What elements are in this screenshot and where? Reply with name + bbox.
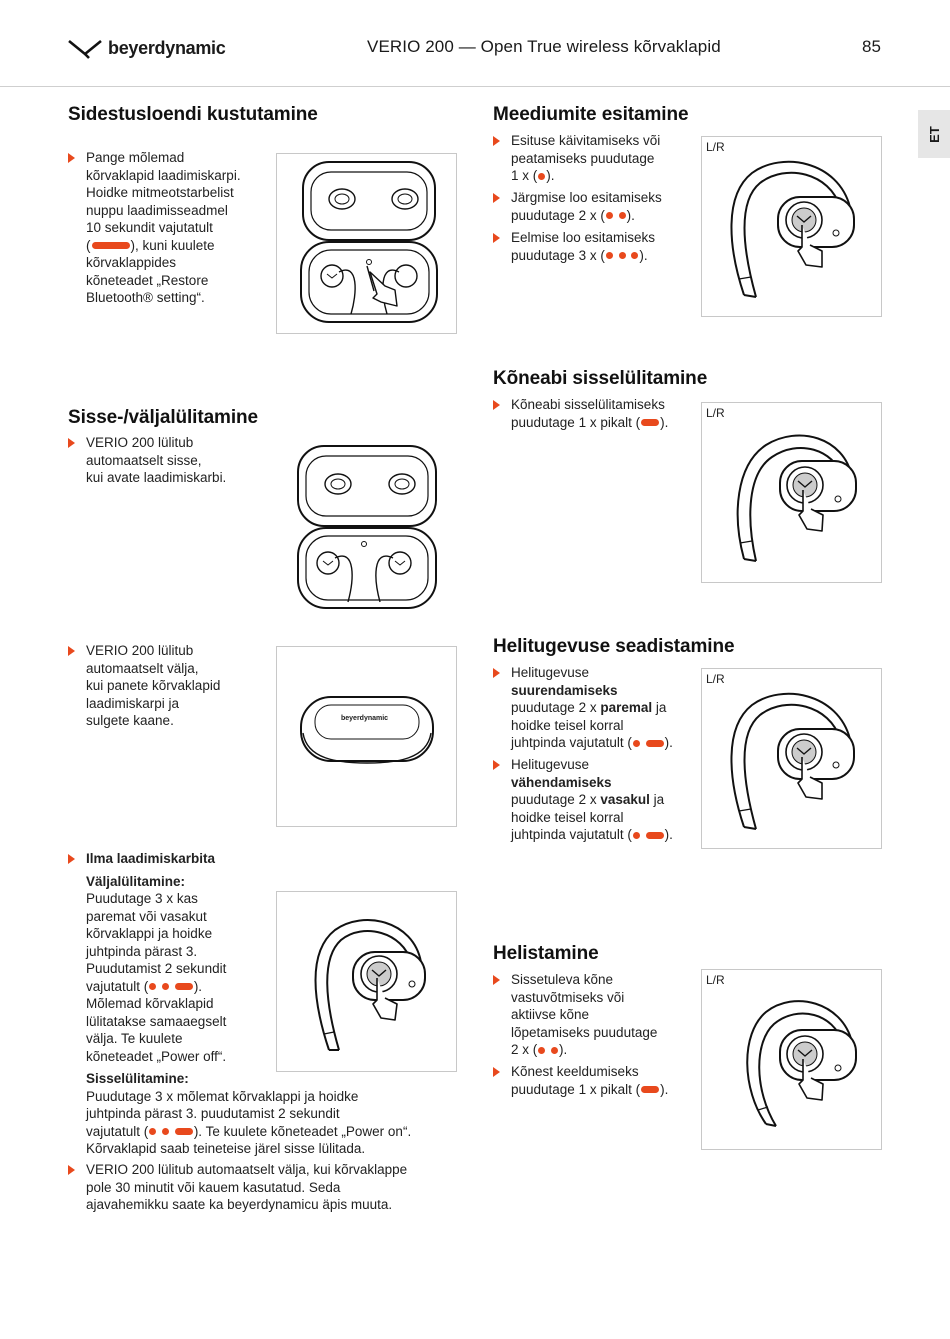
brand-logo [68,38,225,59]
closed-case-illustration-icon [277,647,458,828]
voice-assistant-instruction: Kõneabi sisselülitamiseks puudutage 1 x pikalt ( ). [493,396,698,431]
bullet-arrow-icon [493,400,500,410]
figure-earbud-touch-calls [701,969,882,1150]
header-divider [0,86,950,87]
section-title-voice-assistant: Kõneabi sisselülitamine [493,368,708,389]
bullet-arrow-icon [493,1067,500,1077]
call-reject-instruction: Kõnest keeldumiseks puudutage 1 x pikalt ( ). [493,1063,698,1098]
earbud-touch-illustration-icon [702,403,883,584]
bullet-arrow-icon [68,646,75,656]
section-title-volume: Helitugevuse seadistamine [493,636,735,657]
bullet-arrow-icon [493,233,500,243]
figure-earbud-touch-volume [701,668,882,849]
figure-open-case [290,440,450,615]
media-play-pause-instruction: Esituse käivitamiseks või peatamiseks puudutage 1 x ( ). [493,132,698,185]
beyerdynamic-logo-icon [68,39,102,59]
bullet-arrow-icon [493,975,500,985]
bullet-arrow-icon [68,153,75,163]
page-number: 85 [862,37,881,56]
call-answer-end-instruction: Sissetuleva kõne vastuvõtmiseks või aktiivse kõne lõpetamiseks puudutage 2 x ( ). [493,971,698,1059]
earbud-touch-illustration-icon [702,137,883,318]
figure-side-label: L/R [706,406,725,420]
bullet-arrow-icon [68,438,75,448]
volume-down-instruction: Helitugevuse vähendamiseks puudutage 2 x vasakul ja hoidke teisel korral juhtpinda vajutatult ( ). [493,756,698,844]
media-next-track-instruction: Järgmise loo esitamiseks puudutage 2 x ( ). [493,189,698,224]
figure-earbud-touch-voice [701,402,882,583]
bullet-arrow-icon [493,193,500,203]
power-auto-off-instruction: VERIO 200 lülitub automaatselt välja, kui panete kõrvaklapid laadimiskarpi ja sulgete kaane. [68,642,268,730]
no-case-power-instruction: Ilma laadimiskarbita Väljalülitamine: Puudutage 3 x kas paremat või vasakut kõrvaklappi ja hoidke juhtpinda pärast 3. Puudutamist 2 sekundit vajutatult ( ). Mõlemad kõrvaklapid lülitatakse samaaegselt välja. Te kuulete kõneteadet „Power off“. Sisselülitamine: Puudutage 3 x mõlemat kõrvaklappi ja hoidke juhtpinda pärast 3. puudutamist 2 sekundit vajutatult ( ). Te kuulete kõneteadet „Power on“. Kõrvaklapid saab teineteise järel sisse lülitada. [68,850,448,1158]
document-title: VERIO 200 — Open True wireless kõrvaklapid [367,37,721,56]
bullet-arrow-icon [493,760,500,770]
figure-side-label: L/R [706,140,725,154]
brand-name: beyerdynamic [108,38,226,58]
bullet-arrow-icon [493,136,500,146]
power-auto-on-instruction: VERIO 200 lülitub automaatselt sisse, kui avate laadimiskarbi. [68,434,268,487]
auto-off-timer-instruction: VERIO 200 lülitub automaatselt välja, kui kõrvaklappe pole 30 minutit või kauem kasutatud. Seda ajavahemikku saate ka beyerdynamicu äpis muuta. [68,1161,458,1214]
bullet-arrow-icon [68,1165,75,1175]
section-title-media: Meediumite esitamine [493,104,689,125]
open-case-illustration-icon [277,154,458,335]
figure-closed-case [276,646,457,827]
case-brand-label: beyerdynamic [341,715,389,722]
figure-side-label: L/R [706,973,725,987]
open-case-illustration-icon [290,440,450,615]
language-tab: ET [918,110,950,158]
earbud-touch-illustration-icon [702,669,883,850]
section-title-pairing-reset: Sidestusloendi kustutamine [68,104,318,125]
volume-up-instruction: Helitugevuse suurendamiseks puudutage 2 x paremal ja hoidke teisel korral juhtpinda vajutatult ( ). [493,664,698,752]
earbud-touch-illustration-icon [277,892,458,1073]
media-previous-track-instruction: Eelmise loo esitamiseks puudutage 3 x ( ). [493,229,698,264]
figure-open-case-press-button [276,153,457,334]
section-title-power: Sisse-/väljalülitamine [68,407,258,428]
earbud-touch-illustration-icon [702,970,883,1151]
figure-earbud-touch-media [701,136,882,317]
bullet-arrow-icon [493,668,500,678]
section-title-calls: Helistamine [493,943,599,964]
bullet-arrow-icon [68,854,75,864]
long-press-icon [92,242,130,249]
figure-earbud-touch-off [276,891,457,1072]
figure-side-label: L/R [706,672,725,686]
pairing-reset-instruction: Pange mõlemad kõrvaklapid laadimiskarpi. Hoidke mitmeotstarbelist nuppu laadimisseadmel 10 sekundit vajutatult ( ), kuni kuulete kõrvaklappides kõneteadet „Restore Bluetooth® setting“. [68,149,273,307]
